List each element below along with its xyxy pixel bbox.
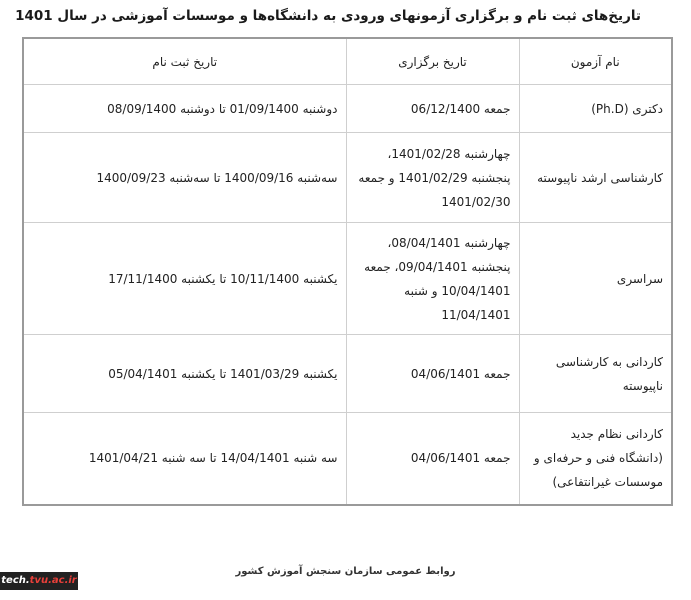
cell-registration-date: دوشنبه 01/09/1400 تا دوشنبه 08/09/1400 xyxy=(23,85,346,133)
watermark-accent: tvu.ac.ir xyxy=(29,575,77,586)
table-header-row xyxy=(23,38,672,85)
table-row xyxy=(23,133,672,223)
exam-schedule-table xyxy=(22,37,673,506)
table-row xyxy=(23,335,672,413)
table-row xyxy=(23,223,672,335)
cell-registration-date: یکشنبه 10/11/1400 تا یکشنبه 17/11/1400 xyxy=(23,223,346,335)
cell-exam-name: دکتری (Ph.D) xyxy=(519,85,672,133)
cell-exam-name: کارشناسی ارشد ناپیوسته xyxy=(519,133,672,223)
cell-exam-name: کاردانی به کارشناسی ناپیوسته xyxy=(519,335,672,413)
cell-held-date: چهارشنبه 1401/02/28، پنجشنبه 1401/02/29 و جمعه 1401/02/30 xyxy=(346,133,519,223)
cell-held-date: چهارشنبه 08/04/1401، پنجشنبه 09/04/1401، جمعه 10/04/1401 و شنبه 11/04/1401 xyxy=(346,223,519,335)
page-title: تاریخ‌های ثبت نام و برگزاری آزمونهای ورودی به دانشگاه‌ها و موسسات آموزشی در سال 1401 xyxy=(15,8,641,24)
table-row xyxy=(23,85,672,133)
cell-held-date: جمعه 04/06/1401 xyxy=(346,413,519,505)
cell-held-date: جمعه 06/12/1400 xyxy=(346,85,519,133)
watermark-logo xyxy=(0,572,78,590)
table-row xyxy=(23,413,672,505)
cell-registration-date: سه شنبه 14/04/1401 تا سه شنبه 1401/04/21 xyxy=(23,413,346,505)
cell-held-date: جمعه 04/06/1401 xyxy=(346,335,519,413)
cell-registration-date: سه‌شنبه 1400/09/16 تا سه‌شنبه 1400/09/23 xyxy=(23,133,346,223)
cell-registration-date: یکشنبه 1401/03/29 تا یکشنبه 05/04/1401 xyxy=(23,335,346,413)
cell-exam-name: سراسری xyxy=(519,223,672,335)
footer-credit: روابط عمومی سازمان سنجش آموزش کشور xyxy=(235,566,456,577)
cell-exam-name: کاردانی نظام جدید (دانشگاه فنی و حرفه‌ای و موسسات غیرانتفاعی) xyxy=(519,413,672,505)
header-registration-date: تاریخ ثبت نام xyxy=(23,38,346,85)
watermark-prefix: tech. xyxy=(1,575,30,586)
header-exam-name: نام آزمون xyxy=(519,38,672,85)
header-held-date: تاریخ برگزاری xyxy=(346,38,519,85)
